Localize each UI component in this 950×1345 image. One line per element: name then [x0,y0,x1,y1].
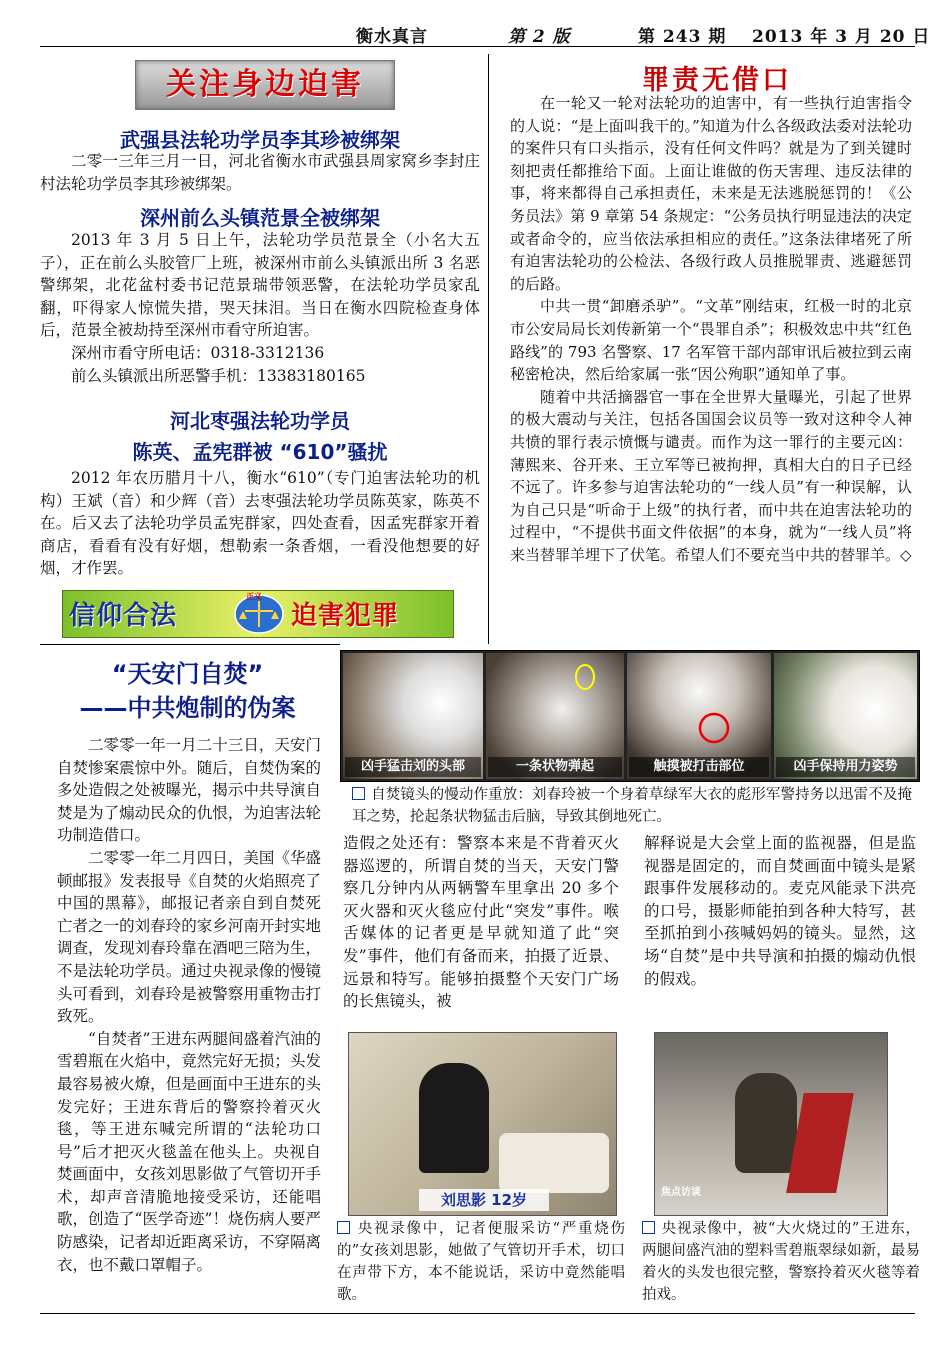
article1-paragraph: 二零一三年三月一日，河北省衡水市武强县周家窝乡李封庄村法轮功学员李其珍被绑架。 [40,152,480,193]
photo-right-caption-text: 央视录像中，被“大火烧过的”王进东，两腿间盛汽油的塑料雪碧瓶翠绿如新，最易着火的头发也很完整，警察拎着灭火毯等着拍戏。 [642,1221,920,1303]
article3-title-line1: 河北枣强法轮功学员 [170,409,350,433]
article1-title: 武强县法轮功学员李其珍被绑架 [120,128,400,152]
footer-rule [40,1313,915,1314]
photo-left-label: 刘思影 12岁 [419,1189,549,1211]
article2-body [40,229,480,387]
bottom-col1-paragraph-2: 二零零一年二月四日，美国《华盛顿邮报》发表报导《自焚的火焰照亮了中国的黑幕》，邮报记者亲自到自焚死亡者之一的刘春玲的家乡河南开封实地调查，发现刘春玲靠在酒吧三陪为生，不是法轮功学员。通过央视录像的慢镜头可看到，刘春玲是被警察用重物击打致死。 [57,848,321,1026]
still-label-2: 一条状物弹起 [488,757,622,777]
bottom-col1 [57,734,321,1276]
photo-left-caption [337,1218,625,1306]
still-label-1: 凶手猛击刘的头部 [345,757,481,777]
bottom-col2 [343,832,619,1013]
left-banner-text: 关注身边迫害 [166,67,364,102]
caption-box-icon [337,1221,350,1234]
caption-box-icon [642,1221,655,1234]
article2-paragraph: 2013 年 3 月 5 日上午，法轮功学员范景全（小名大五子），正在前么头胶管厂上班，被深州市前么头镇派出所 3 名恶警绑架，北花盆村委书记范景瑞带领恶警，在法轮功学员家乱翻，吓得家人惊慌失措，哭天抹泪。当日在衡水四院检查身体后，范景全被劫持至深州市看守所迫害。 [40,231,480,340]
still-label-4: 凶手保持用力姿势 [776,757,915,777]
bottom-col3-paragraph: 解释说是大会堂上面的监视器，但是监视器是固定的，而自焚画面中镜头是紧跟事件发展移动的。麦克风能录下洪亮的口号，摄影师能拍到各种大特写，甚至抓拍到小孩喊妈妈的镜头。显然，这场“自焚”是中共导演和拍摄的煽动仇恨的假戏。 [644,834,916,988]
right-paragraph-2: 中共一贯“卸磨杀驴”。“文革”刚结束，红极一时的北京市公安局局长刘传新第一个“畏罪自杀”；积极效忠中共“红色路线”的 793 名警察、17 名军管干部内部审讯后被拉到云南秘密枪决，然后给家属一张“因公殉职”通知单了事。 [510,297,912,384]
slogan-right: 迫害犯罪 [291,601,400,631]
article3-body [40,467,480,580]
bottom-title-line1: “天安门自焚” [111,660,264,688]
slogan-left: 信仰合法 [69,601,178,631]
header-rule [40,46,915,47]
bottom-title-line2: ——中共炮制的伪案 [79,694,296,722]
right-paragraph-1: 在一轮又一轮对法轮功的迫害中，有一些执行迫害指令的人说：“是上面叫我干的。”知道为什么各级政法委对法轮功的案件只有口头指示，没有任何文件吗？就是为了到关键时刻把责任都推给下面。上面让谁做的伤天害理、违反法律的事，将来都得自己承担责任，未来是无法逃脱惩罚的！《公务员法》第 9 章第 54 条规定：“公务员执行明显违法的决定或者命令的，应当依法承担相应的责任。”这条法律堵死了所有迫害法轮功的公检法、各级行政人员推脱罪责、逃避惩罚的后路。 [510,94,912,293]
video-stills-strip [340,650,920,782]
bottom-col2-paragraph: 造假之处还有：警察本来是不背着灭火器巡逻的，所谓自焚的当天，天安门警察几分钟内从两辆警车里拿出 20 多个灭火器和灭火毯应付此“突发”事件。喉舌媒体的记者更是早就知道了此“突发”事件，他们有备而来，拍摄了近景、远景和特写。能够拍摄整个天安门广场的长焦镜头，被 [343,834,619,1011]
column-divider-top [488,54,489,644]
still-label-3: 触摸被打击部位 [629,757,769,777]
strip-caption-text: 自焚镜头的慢动作重放：刘春玲被一个身着草绿军大衣的彪形军警持务以迅雷不及掩耳之势，抡起条状物猛击后脑，导致其倒地死亡。 [352,787,912,825]
left-banner [135,60,395,110]
reporter-figure [419,1063,489,1173]
article3-paragraph: 2012 年农历腊月十八，衡水“610”（专门迫害法轮功的机构）王斌（音）和少辉（音）去枣强法轮功学员陈英家，陈英不在。后又去了法轮功学员孟宪群家，四处查看，因孟宪群家开着商店，看看有没有好烟，想勒索一条香烟，一看没他想要的好烟，才作罢。 [40,469,480,578]
caption-box-icon [352,787,365,800]
emblem-text: 正义 [246,591,262,601]
bottom-col1-paragraph-3: “自焚者”王进东两腿间盛着汽油的雪碧瓶在火焰中，竟然完好无损；头发最容易被火燎，但是画面中王进东的头发完好；王进东背后的警察拎着灭火毯，等王进东喊完所谓的“法轮功口号”后才把灭火毯盖在他头上。央视自焚画面中，女孩刘思影做了气管切开手术，却声音清脆地接受采访，还能唱歌，创造了“医学奇迹”！烧伤病人要严防感染，记者却近距离采访，不穿隔离衣，也不戴口罩帽子。 [57,1029,321,1274]
highlight-circle-icon [697,711,731,745]
photo-left-caption-text: 央视录像中，记者便服采访“严重烧伤的”女孩刘思影，她做了气管切开手术，切口在声带下方，本不能说话，采访中竟然能唱歌。 [337,1221,625,1303]
bottom-col1-paragraph-1: 二零零一年一月二十三日，天安门自焚惨案震惊中外。随后，自焚伪案的多处造假之处被曝光，揭示中共导演自焚是为了煽动民众的仇恨，为迫害法轮功制造借口。 [57,736,321,845]
article2-contact-1: 深州市看守所电话：0318-3312136 [71,343,325,362]
article2-contact-2: 前么头镇派出所恶警手机：13383180165 [71,366,366,385]
strip-caption [352,784,912,828]
slogan-banner [62,590,454,638]
burned-man-photo [654,1032,888,1216]
paper-name: 衡水真言 [356,27,428,47]
photo-right-caption [642,1218,920,1306]
highlight-ellipse-icon [574,663,596,691]
article1-body [40,150,480,195]
photo-right-logo: 焦点访谈 [661,1187,701,1198]
bottom-left-rule [40,644,340,645]
bed-figure [499,1133,609,1193]
issue-label: 第 243 期 [638,27,727,47]
date-label: 2013 年 3 月 20 日 [752,27,931,47]
right-article-body [510,92,912,566]
right-paragraph-3: 随着中共活摘器官一事在全世界大量曝光，引起了世界的极大震动与关注，包括各国国会议员等一致对这种令人神共愤的罪行表示愤慨与谴责。而作为这一罪行的主要元凶：薄熙来、谷开来、王立军等已被拘押，真相大白的日子已经不远了。许多参与迫害法轮功的“一线人员”有一种误解，认为自己只是“听命于上级”的执行者，而中共在迫害法轮功的过程中，“不提供书面文件依据”的本身，就为“一线人员”将来当替罪羊埋下了伏笔。希望人们不要充当中共的替罪羊。◇ [510,387,912,564]
bottom-col3 [644,832,916,990]
article3-title-line2: 陈英、孟宪群被 “610”骚扰 [132,440,388,464]
hospital-interview-photo [348,1032,617,1216]
edition-label: 第 2 版 [508,27,571,47]
man-figure [735,1073,797,1173]
article2-title: 深州前么头镇范景全被绑架 [140,206,380,230]
right-banner: 罪责无借口 [642,65,792,96]
